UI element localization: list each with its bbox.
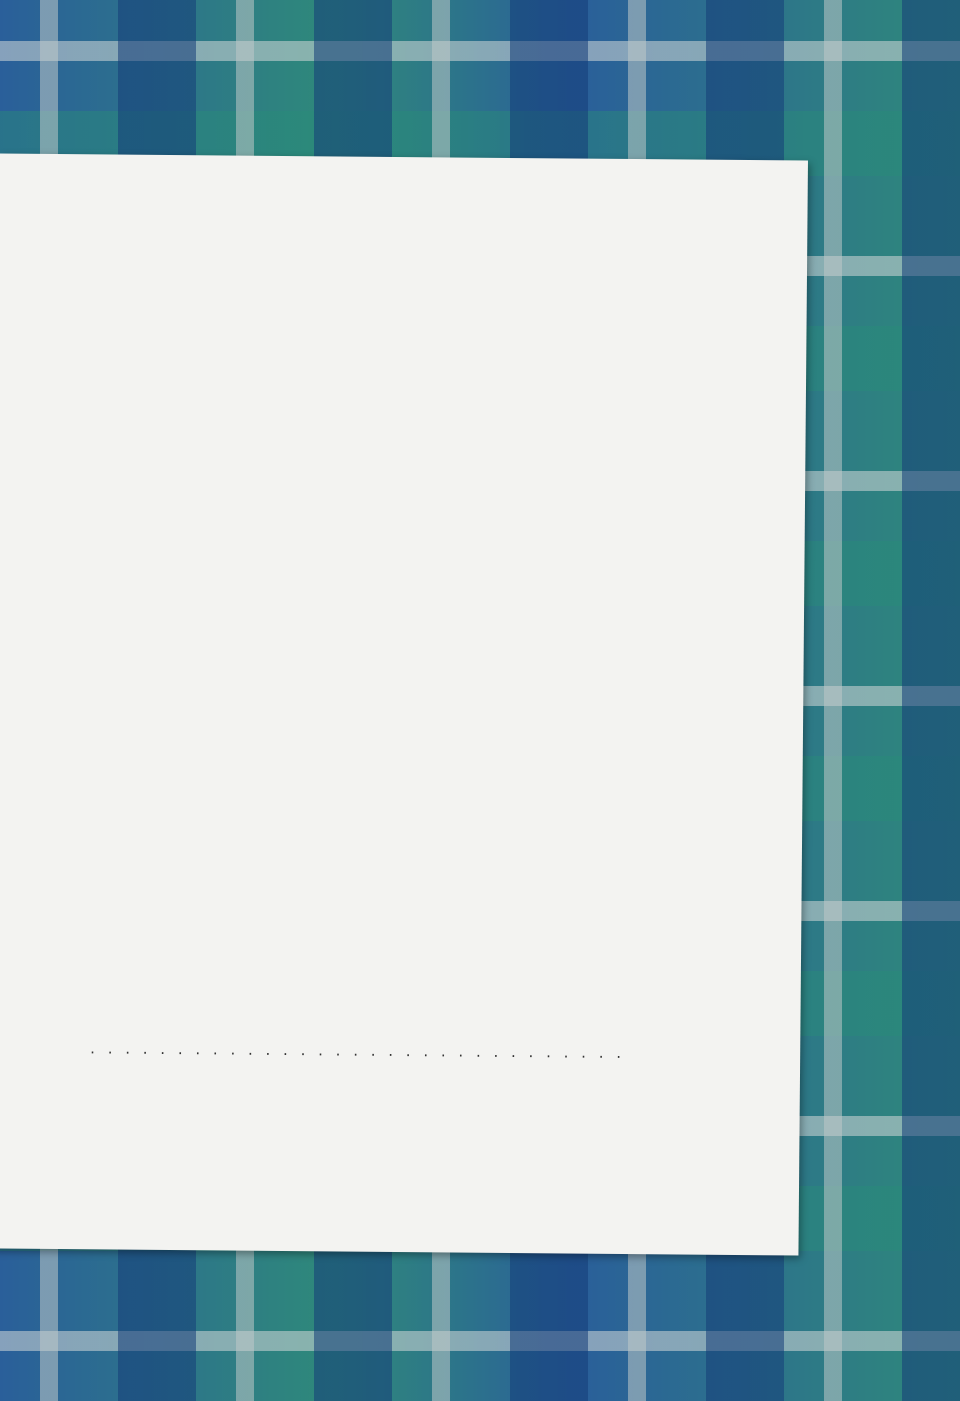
book-page — [0, 154, 808, 1256]
appendix-list — [0, 154, 808, 161]
toc-entry-bibliography — [84, 1036, 629, 1065]
toc-leader-dots — [90, 1036, 623, 1065]
table-of-contents — [0, 154, 808, 161]
